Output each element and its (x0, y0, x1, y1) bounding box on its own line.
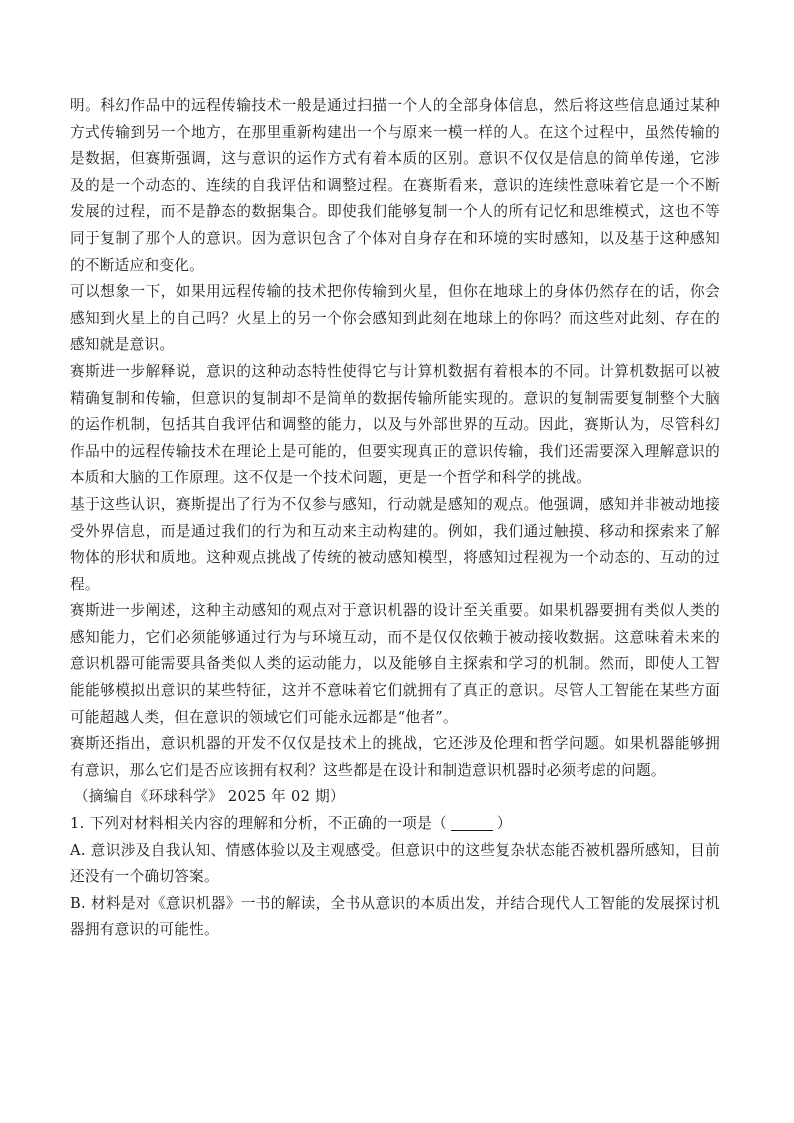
article-paragraph-4: 基于这些认识，赛斯提出了行为不仅参与感知，行动就是感知的观点。他强调，感知并非被动地接受外界信息，而是通过我们的行为和互动来主动构建的。例如，我们通过触摸、移动和探索来了解物体的形状和质地。这种观点挑战了传统的被动感知模型，将感知过程视为一个动态的、互动的过程。 (70, 495, 720, 593)
article-paragraph-1: 明。科幻作品中的远程传输技术一般是通过扫描一个人的全部身体信息，然后将这些信息通过某种方式传输到另一个地方，在那里重新构建出一个与原来一模一样的人。在这个过程中，虽然传输的是数据，但赛斯强调，这与意识的运作方式有着本质的区别。意识不仅仅是信息的简单传递，它涉及的是一个动态的、连续的自我评估和调整过程。在赛斯看来，意识的连续性意味着它是一个不断发展的过程，而不是静态的数据集合。即使我们能够复制一个人的所有记忆和思维模式，这也不等同于复制了那个人的意识。因为意识包含了个体对自身存在和环境的实时感知，以及基于这种感知的不断适应和变化。 (70, 97, 720, 274)
article-paragraph-5: 赛斯进一步阐述，这种主动感知的观点对于意识机器的设计至关重要。如果机器要拥有类似人类的感知能力，它们必须能够通过行为与环境互动，而不是仅仅依赖于被动接收数据。这意味着未来的意识机器可能需要具备类似人类的运动能力，以及能够自主探索和学习的机制。然而，即使人工智能能够模拟出意识的某些特征，这并不意味着它们就拥有了真正的意识。尽管人工智能在某些方面可能超越人类，但在意识的领域它们可能永远都是“他者”。 (70, 602, 720, 726)
article-paragraph-2: 可以想象一下，如果用远程传输的技术把你传输到火星，但你在地球上的身体仍然存在的话，你会感知到火星上的自己吗？火星上的另一个你会感知到此刻在地球上的你吗？而这些对此刻、存在的感知就是意识。 (70, 283, 720, 354)
question-stem (70, 811, 720, 838)
option-b: B. 材料是对《意识机器》一书的解读，全书从意识的本质出发，并结合现代人工智能的发展探讨机器拥有意识的可能性。 (70, 894, 720, 939)
question-stem-text: 1. 下列对材料相关内容的理解和分析，不正确的一项是（ (70, 815, 447, 833)
article-paragraph-3: 赛斯进一步解释说，意识的这种动态特性使得它与计算机数据有着根本的不同。计算机数据可以被精确复制和传输，但意识的复制却不是简单的数据传输所能实现的。意识的复制需要复制整个大脑的运作机制，包括其自我评估和调整的能力，以及与外部世界的互动。因此，赛斯认为，尽管科幻作品中的远程传输技术在理论上是可能的，但要实现真正的意识传输，我们还需要深入理解意识的本质和大脑的工作原理。这不仅是一个技术问题，更是一个哲学和科学的挑战。 (70, 362, 720, 487)
article-source: （摘编自《环球科学》 2025 年 02 期） (74, 788, 345, 806)
option-a: A. 意识涉及自我认知、情感体验以及主观感受。但意识中的这些复杂状态能否被机器所感知，目前还没有一个确切答案。 (70, 841, 720, 886)
article-paragraph-6: 赛斯还指出，意识机器的开发不仅仅是技术上的挑战，它还涉及伦理和哲学问题。如果机器能够拥有意识，那么它们是否应该拥有权利？这些都是在设计和制造意识机器时必须考虑的问题。 (70, 735, 720, 779)
answer-blank[interactable] (451, 816, 493, 831)
question-stem-end: ） (496, 815, 512, 833)
